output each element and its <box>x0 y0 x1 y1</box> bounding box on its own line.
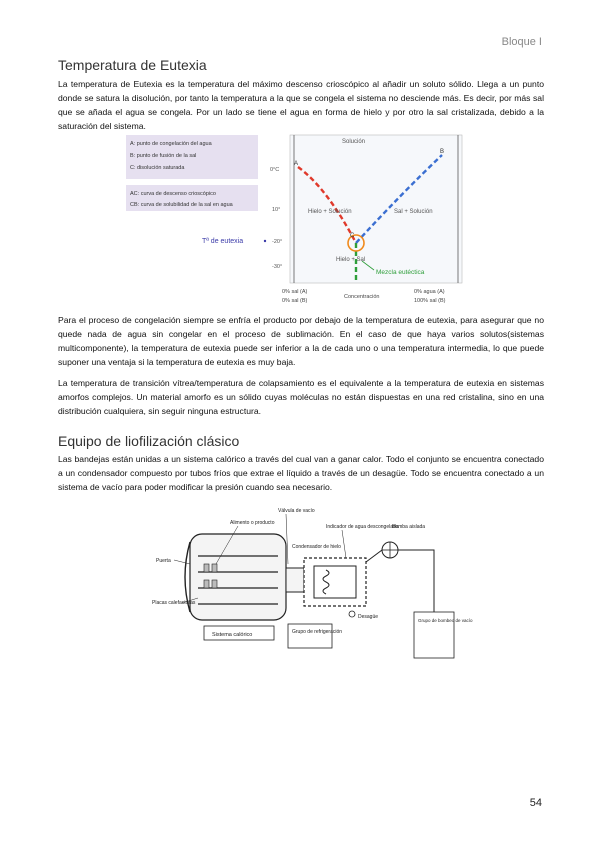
region-ice-salt: Hielo + Sal <box>336 257 366 263</box>
pump-label: Bomba aislada <box>392 524 426 530</box>
page-number: 54 <box>529 797 542 809</box>
phase-legend-1-item: C: disolución saturada <box>130 165 185 171</box>
phase-legend-2-item: AC: curva de descenso crioscópico <box>130 191 216 197</box>
drying-chamber <box>190 534 286 620</box>
paragraph-equipment-description: Las bandejas están unidas a un sistema calórico a través del cual van a ganar calor. Todo el conjunto se encuentra conectado a un condensador compuesto por tubos fríos que extrae el líquido a través de un desagüe. Todo se encuentra conectado a un sistema de vacío para poder modificar la presión cuando sea necesario. <box>58 454 544 492</box>
condenser-inner <box>314 566 356 598</box>
section-title-equipment: Equipo de liofilización clásico <box>58 433 240 449</box>
point-label-a: A <box>294 161 299 167</box>
plates-label: Placas calefactoras <box>152 600 196 606</box>
y-tick-label: -30° <box>272 264 283 270</box>
x-left-label: 0% sal (B) <box>282 298 308 304</box>
running-header: Bloque I <box>501 36 542 48</box>
paragraph-freezing-process: Para el proceso de congelación siempre se enfría el producto por debajo de la temperatura de eutexia, para asegurar que no quede nada de agua sin congelar en el proceso de sublimación. En el caso de que haya varios solutos(sistemas multicomponente), la temperatura de eutexia puede ser inferior a la de cada uno o una temperatura intermedia, lo que puede suponer una ventaja si la temperatura de eutexia es muy baja. <box>58 315 544 367</box>
refrigeration-box <box>288 624 332 648</box>
section-title-eutexia: Temperatura de Eutexia <box>58 57 207 73</box>
phase-diagram-figure <box>122 133 467 305</box>
x-right-label: 100% sal (B) <box>414 298 446 304</box>
point-label-b: B <box>440 149 445 155</box>
y-tick-label: 10° <box>272 207 281 213</box>
refrigeration-label: Grupo de refrigeración <box>292 629 343 635</box>
eutectic-mixture-label: Mezcla eutéctica <box>376 269 425 276</box>
phase-legend-2-item: CB: curva de solubilidad de la sal en agua <box>130 202 233 208</box>
indicator-label: Indicador de agua descongelada <box>326 524 399 530</box>
vacuum-group-label: Grupo de bombeo de vacío <box>418 618 473 623</box>
condenser-label: Condensador de hielo <box>292 544 341 550</box>
y-tick-label: 0°C <box>270 167 280 173</box>
paragraph-glass-transition: La temperatura de transición vítrea/temperatura de colapsamiento es el equivalente a la temperatura de eutexia en sistemas amorfos complejos. Un material amorfo es un sólido cuyas moléculas no están dispuestas en una red cristalina, sino en una distribución cualquiera, sin seguir ninguna estructura. <box>58 378 544 416</box>
drain-label: Desagüe <box>358 614 379 620</box>
valve-label: Válvula de vacío <box>278 508 315 514</box>
phase-legend-1-item: A: punto de congelación del agua <box>130 141 212 147</box>
food-label: Alimento o producto <box>230 520 275 526</box>
x-axis-title: Concentración <box>344 294 380 300</box>
region-solution: Solución <box>342 139 366 145</box>
point-label-c: C <box>350 233 355 239</box>
paragraph-eutexia-definition: La temperatura de Eutexia es la temperatura del máximo descenso crioscópico al añadir un soluto sólido. Llega a un punto donde se satura la disolución, por tanto la temperatura a la que se congela el sistema no desciende más. Es decir, por más sal que se añada el agua se congela. Por un lado se tiene el agua en forma de hielo y por otro la sal cristalizada, debido a la saturación del sistema. <box>58 79 544 131</box>
y-tick-label: -20° <box>272 239 283 245</box>
phase-legend-1-item: B: punto de fusión de la sal <box>130 153 197 159</box>
x-right-label: 0% agua (A) <box>414 289 445 295</box>
region-ice-solution: Hielo + Solución <box>308 209 352 215</box>
door-label: Puerta <box>156 558 171 564</box>
connecting-pipe <box>286 568 304 592</box>
eutexia-marker-dot <box>264 240 266 242</box>
lyophilizer-diagram <box>146 506 473 666</box>
x-left-label: 0% sal (A) <box>282 289 308 295</box>
eutexia-temperature-label: Tª de eutexia <box>202 238 244 245</box>
heat-system-label: Sistema calórico <box>212 632 253 638</box>
region-salt-solution: Sal + Solución <box>394 209 433 215</box>
